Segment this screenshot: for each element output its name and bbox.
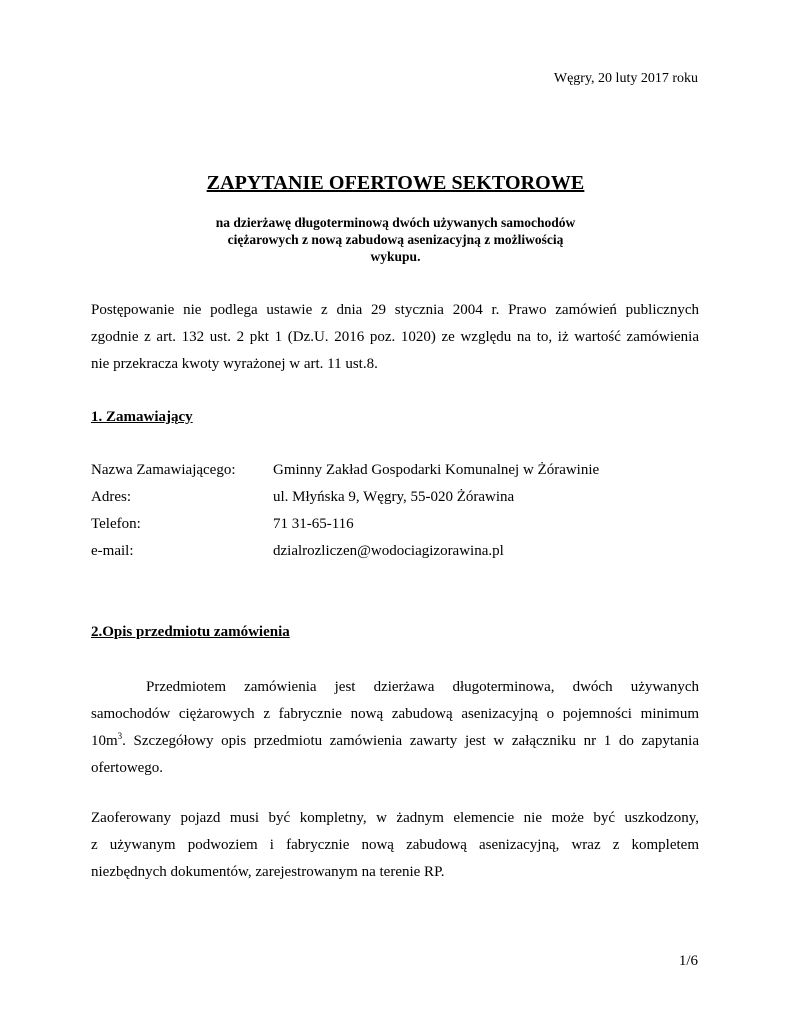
- paragraph-line: Przedmiotem zamówienia jest dzierżawa długoterminowa, dwóch używanych: [146, 679, 699, 695]
- info-row-phone: [91, 516, 699, 533]
- info-label: Nazwa Zamawiającego:: [91, 462, 236, 478]
- page-number: 1/6: [678, 953, 698, 969]
- subtitle-line: na dzierżawę długoterminową dwóch używanych samochodów: [215, 215, 576, 230]
- paragraph-line: zgodnie z art. 132 ust. 2 pkt 1 (Dz.U. 2016 poz. 1020) ze względu na to, iż wartość zamówienia: [91, 329, 699, 345]
- paragraph-line: z używanym podwoziem i fabrycznie nową zabudową asenizacyjną, wraz z kompletem: [91, 837, 699, 853]
- paragraph-line: samochodów ciężarowych z fabrycznie nową zabudową asenizacyjną o pojemności minimum: [91, 706, 699, 722]
- info-row-email: [91, 543, 699, 560]
- paragraph-line: Postępowanie nie podlega ustawie z dnia 29 stycznia 2004 r. Prawo zamówień publicznych: [91, 302, 699, 318]
- vehicle-requirements-paragraph: [91, 805, 699, 886]
- subtitle-line: wykupu.: [370, 249, 421, 264]
- paragraph-line-with-unit: [91, 728, 699, 755]
- unit-value: 10m: [91, 733, 118, 749]
- intro-paragraph: [91, 297, 699, 378]
- paragraph-line: niezbędnych dokumentów, zarejestrowanym na terenie RP.: [91, 864, 445, 880]
- info-row-address: [91, 489, 699, 506]
- unit-superscript: 3: [117, 731, 123, 741]
- info-label: Telefon:: [91, 516, 141, 532]
- paragraph-text: . Szczegółowy opis przedmiotu zamówienia zawarty jest w załączniku nr 1 do zapytania: [122, 733, 699, 749]
- subtitle-line: ciężarowych z nową zabudową asenizacyjną z możliwością: [227, 232, 564, 247]
- section-heading-zamawiajacy: 1. Zamawiający: [91, 409, 193, 425]
- description-paragraph: [91, 674, 699, 782]
- info-value: dzialrozliczen@wodociagizorawina.pl: [273, 543, 504, 559]
- info-row-name: [91, 462, 699, 479]
- section-heading-opis: 2.Opis przedmiotu zamówienia: [91, 624, 290, 640]
- paragraph-line: Zaoferowany pojazd musi być kompletny, w żadnym elemencie nie może być uszkodzony,: [91, 810, 699, 826]
- document-subtitle: [0, 214, 791, 265]
- info-label: Adres:: [91, 489, 131, 505]
- info-label: e-mail:: [91, 543, 134, 559]
- paragraph-line: ofertowego.: [91, 760, 164, 776]
- info-value: 71 31-65-116: [273, 516, 354, 532]
- paragraph-line: nie przekracza kwoty wyrażonej w art. 11 ust.8.: [91, 356, 378, 372]
- date-line: Węgry, 20 luty 2017 roku: [553, 71, 698, 86]
- document-title: ZAPYTANIE OFERTOWE SEKTOROWE: [206, 172, 585, 194]
- info-value: Gminny Zakład Gospodarki Komunalnej w Żórawinie: [273, 462, 600, 478]
- info-value: ul. Młyńska 9, Węgry, 55-020 Żórawina: [273, 489, 515, 505]
